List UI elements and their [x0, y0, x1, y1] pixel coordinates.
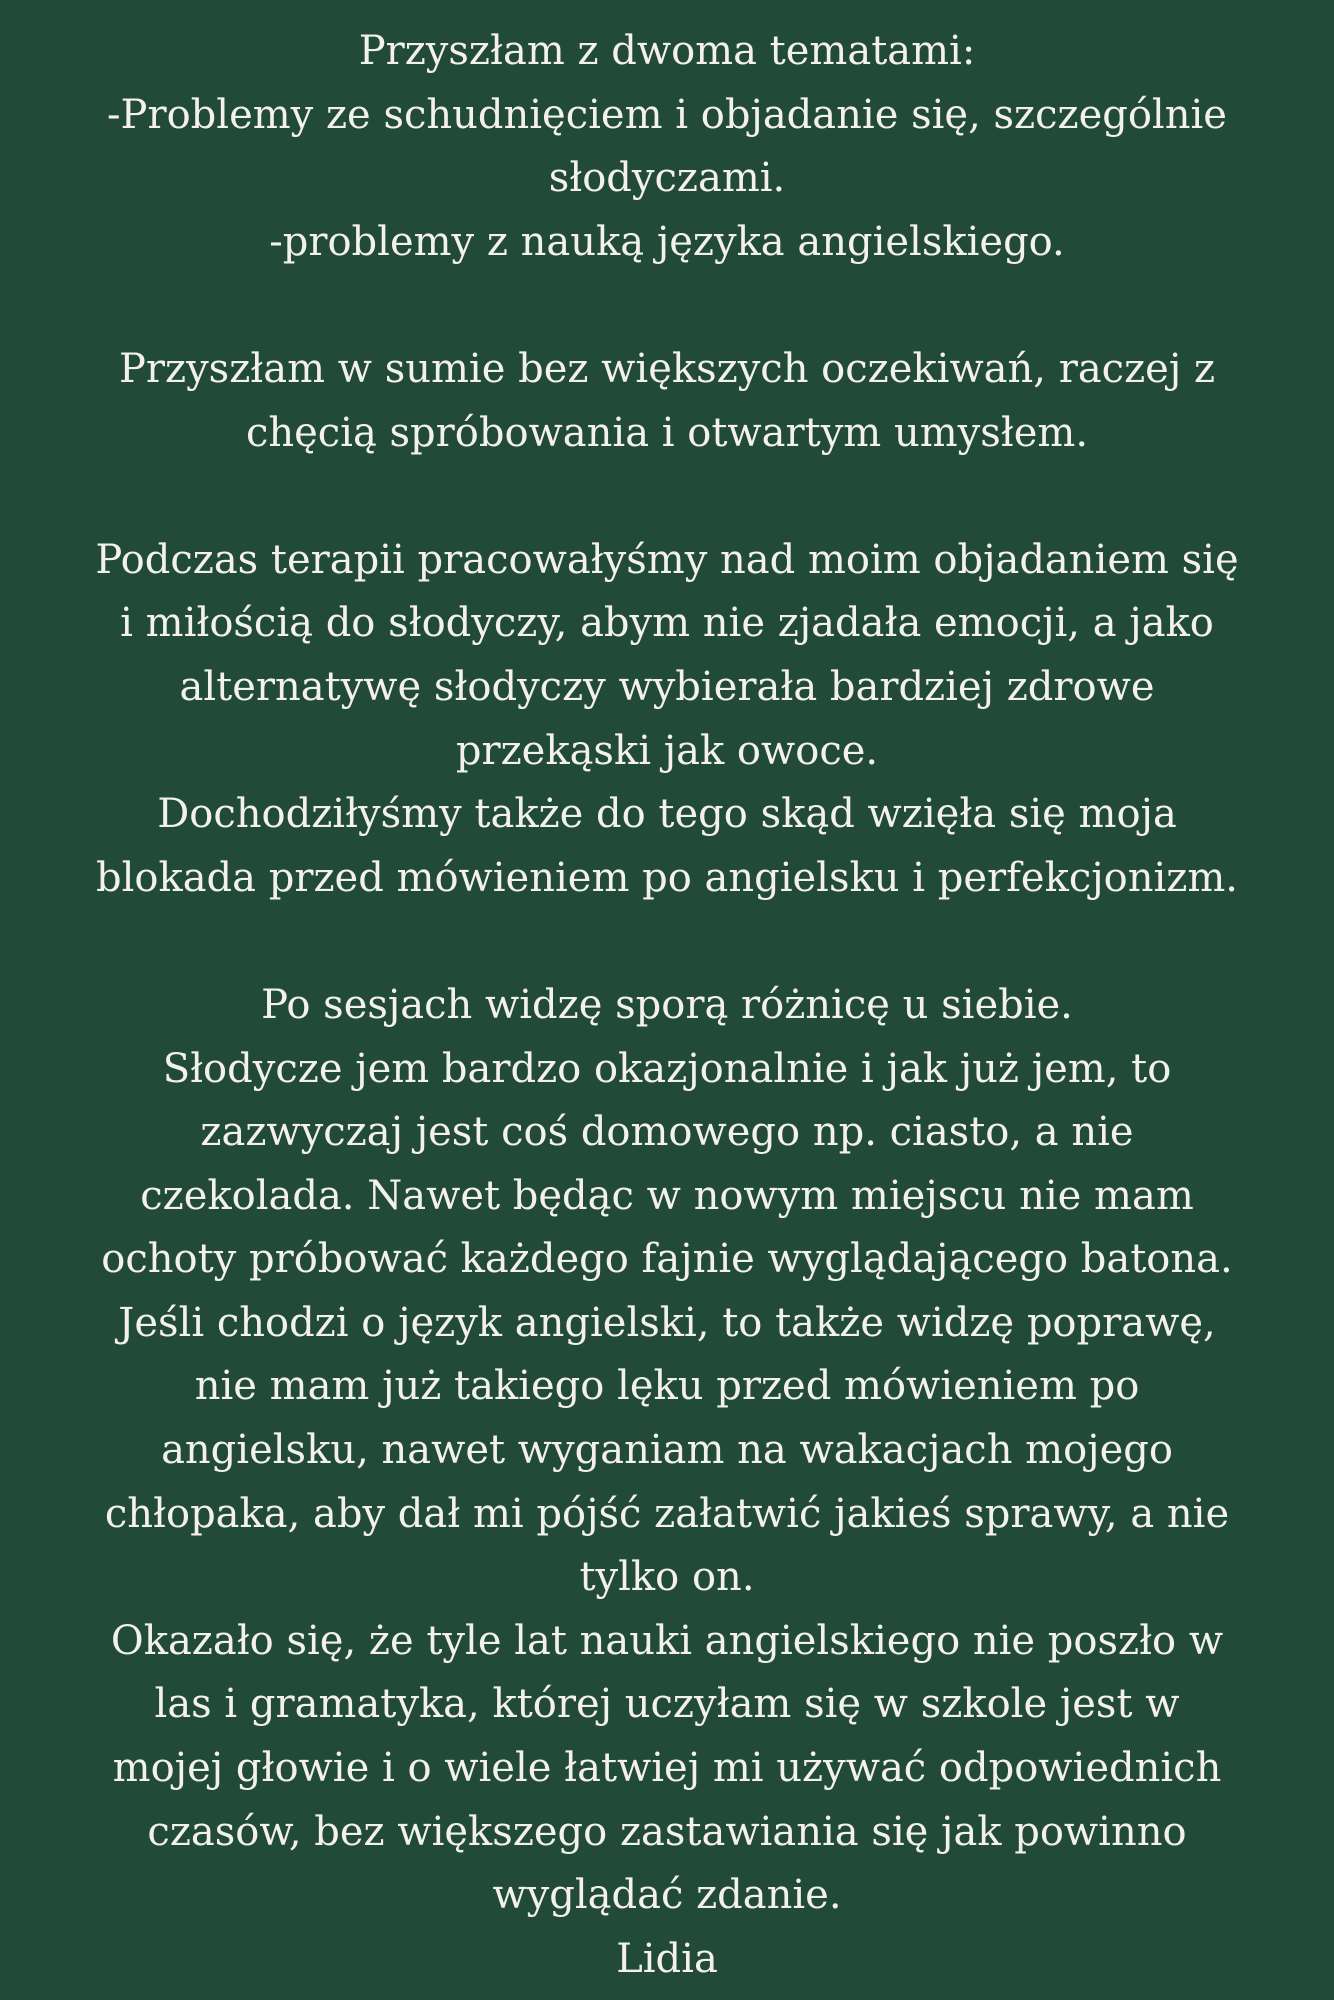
paragraph-gap — [40, 274, 1294, 338]
text-line: Przyszłam w sumie bez większych oczekiwań, raczej z — [118, 345, 1216, 392]
text-line: las i gramatyka, której uczyłam się w szkole jest w — [154, 1681, 1180, 1728]
text-line: blokada przed mówieniem po angielsku i perfekcjonizm. — [95, 854, 1238, 901]
text-line: chęcią spróbowania i otwartym umysłem. — [245, 409, 1089, 456]
text-line: wyglądać zdanie. — [492, 1872, 842, 1919]
text-line: chłopaka, aby dał mi pójść załatwić jakieś sprawy, a nie — [104, 1490, 1230, 1537]
text-line: Jeśli chodzi o język angielski, to także widzę poprawę, — [118, 1299, 1216, 1346]
text-line: zazwyczaj jest coś domowego np. ciasto, a nie — [200, 1109, 1134, 1156]
testimonial-text — [40, 20, 1294, 1991]
text-line: ochoty próbować każdego fajnie wyglądającego batona. — [101, 1236, 1233, 1283]
text-line: czasów, bez większego zastawiania się jak powinno — [147, 1808, 1187, 1855]
text-line: mojej głowie i o wiele łatwiej mi używać odpowiednich — [112, 1745, 1222, 1792]
text-line: Słodycze jem bardzo okazjonalnie i jak już jem, to — [162, 1045, 1172, 1092]
text-line: tylko on. — [579, 1554, 755, 1601]
signature: Lidia — [616, 1935, 718, 1982]
text-line: Podczas terapii pracowałyśmy nad moim objadaniem się — [95, 536, 1239, 583]
text-line: alternatywę słodyczy wybierała bardziej zdrowe — [179, 663, 1155, 710]
text-line: i miłością do słodyczy, abym nie zjadała emocji, a jako — [120, 600, 1214, 647]
text-line: angielsku, nawet wyganiam na wakacjach mojego — [161, 1427, 1173, 1474]
text-line: przekąski jak owoce. — [455, 727, 879, 774]
text-line: czekolada. Nawet będąc w nowym miejscu nie mam — [140, 1172, 1194, 1219]
text-line: nie mam już takiego lęku przed mówieniem po — [194, 1363, 1140, 1410]
text-line: -problemy z nauką języka angielskiego. — [269, 218, 1065, 265]
text-line: -Problemy ze schudnięciem i objadanie się, szczególnie — [107, 91, 1227, 138]
text-line: Dochodziłyśmy także do tego skąd wzięła się moja — [157, 791, 1177, 838]
text-line: słodyczami. — [548, 155, 786, 202]
text-line: Przyszłam z dwoma tematami: — [358, 28, 976, 74]
text-line: Po sesjach widzę sporą różnicę u siebie. — [261, 981, 1073, 1028]
paragraph-gap — [40, 910, 1294, 974]
text-line: Okazało się, że tyle lat nauki angielskiego nie poszło w — [110, 1617, 1224, 1664]
paragraph-gap — [40, 465, 1294, 529]
